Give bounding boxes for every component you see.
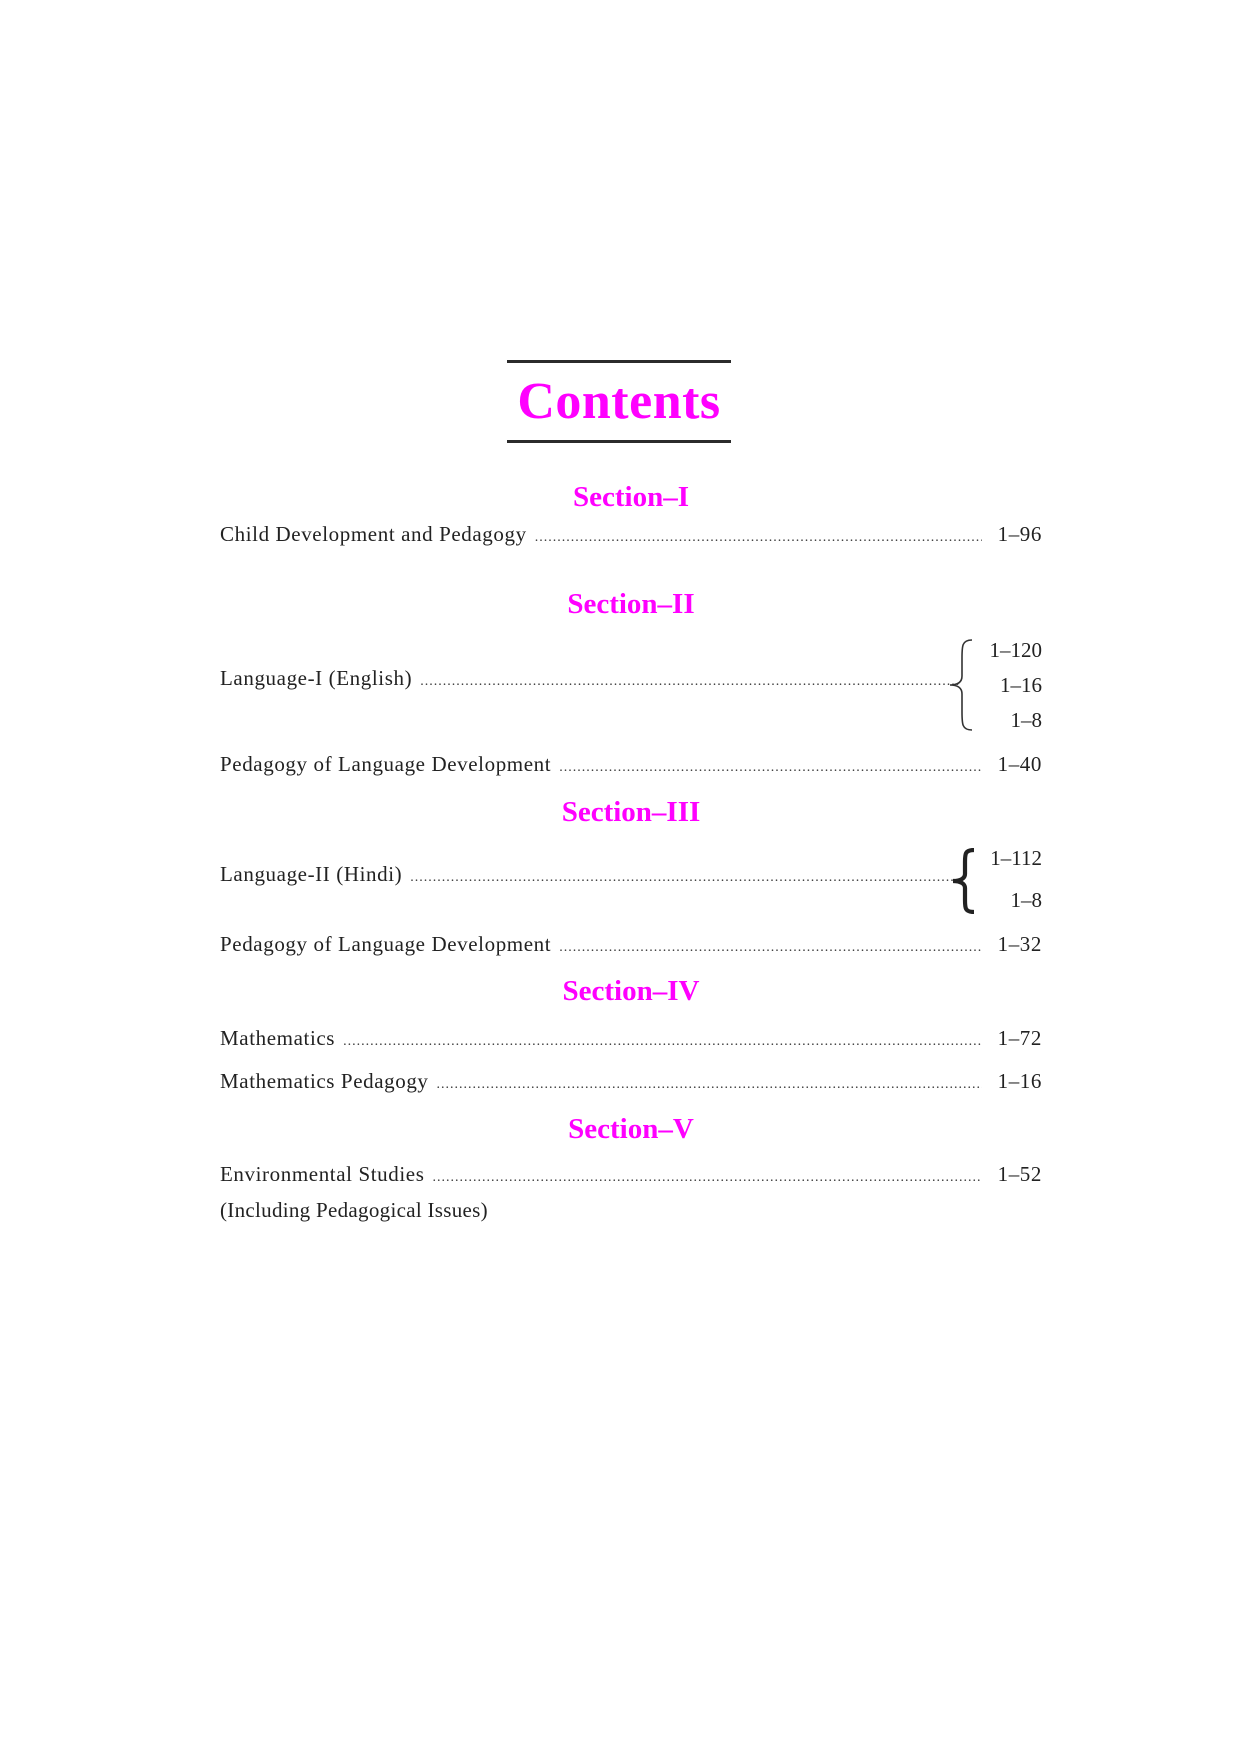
toc-entry-pages: 1–32 bbox=[997, 932, 1042, 956]
toc-entry-pages: 1–40 bbox=[997, 752, 1042, 776]
dot-leader bbox=[559, 941, 982, 955]
dot-leader bbox=[410, 871, 956, 885]
toc-entry-environmental-studies[interactable] bbox=[220, 1164, 1042, 1185]
toc-entry-label: Language-II (Hindi) bbox=[220, 862, 403, 886]
toc-entry-pages: 1–112 bbox=[990, 846, 1042, 870]
toc-entry-pages: 1–16 bbox=[1000, 673, 1042, 697]
toc-entry-pages: 1–72 bbox=[997, 1026, 1042, 1050]
page-title: Contents bbox=[517, 372, 721, 430]
toc-entry-language-1[interactable] bbox=[220, 668, 964, 689]
toc-entry-label: Mathematics bbox=[220, 1026, 336, 1050]
toc-entry-pages: 1–16 bbox=[997, 1069, 1042, 1093]
toc-entry-pedagogy-language-2[interactable] bbox=[220, 934, 1042, 955]
toc-entry-pages: 1–8 bbox=[1010, 888, 1042, 912]
section-heading-1: Section–I bbox=[573, 481, 689, 513]
toc-entry-mathematics[interactable] bbox=[220, 1028, 1042, 1049]
toc-entry-pedagogy-language-1[interactable] bbox=[220, 754, 1042, 775]
dot-leader bbox=[433, 1171, 983, 1185]
toc-entry-label: Mathematics Pedagogy bbox=[220, 1069, 429, 1093]
dot-leader bbox=[559, 761, 982, 775]
toc-entry-note: (Including Pedagogical Issues) bbox=[220, 1198, 488, 1222]
toc-entry-label: Child Development and Pedagogy bbox=[220, 522, 527, 546]
toc-entry-label: Environmental Studies bbox=[220, 1162, 425, 1186]
toc-entry-pages: 1–8 bbox=[1010, 708, 1042, 732]
toc-entry-child-development[interactable] bbox=[220, 524, 1042, 545]
toc-entry-pages: 1–120 bbox=[989, 638, 1042, 662]
dot-leader bbox=[343, 1035, 982, 1049]
section-heading-5: Section–V bbox=[568, 1113, 694, 1145]
toc-entry-page-stack bbox=[972, 848, 1042, 914]
contents-title-block bbox=[507, 360, 731, 443]
dot-leader bbox=[420, 675, 960, 689]
toc-entry-pages: 1–52 bbox=[997, 1162, 1042, 1186]
section-heading-2: Section–II bbox=[567, 588, 695, 620]
dot-leader bbox=[535, 531, 982, 545]
toc-entry-mathematics-pedagogy[interactable] bbox=[220, 1071, 1042, 1092]
toc-entry-label: Pedagogy of Language Development bbox=[220, 932, 552, 956]
dot-leader bbox=[437, 1078, 982, 1092]
toc-entry-pages: 1–96 bbox=[997, 522, 1042, 546]
section-heading-4: Section–IV bbox=[562, 975, 700, 1007]
toc-entry-label: Pedagogy of Language Development bbox=[220, 752, 552, 776]
toc-entry-label: Language-I (English) bbox=[220, 666, 413, 690]
section-heading-3: Section–III bbox=[561, 796, 701, 828]
toc-entry-language-2[interactable] bbox=[220, 864, 960, 885]
toc-entry-page-stack bbox=[972, 640, 1042, 730]
